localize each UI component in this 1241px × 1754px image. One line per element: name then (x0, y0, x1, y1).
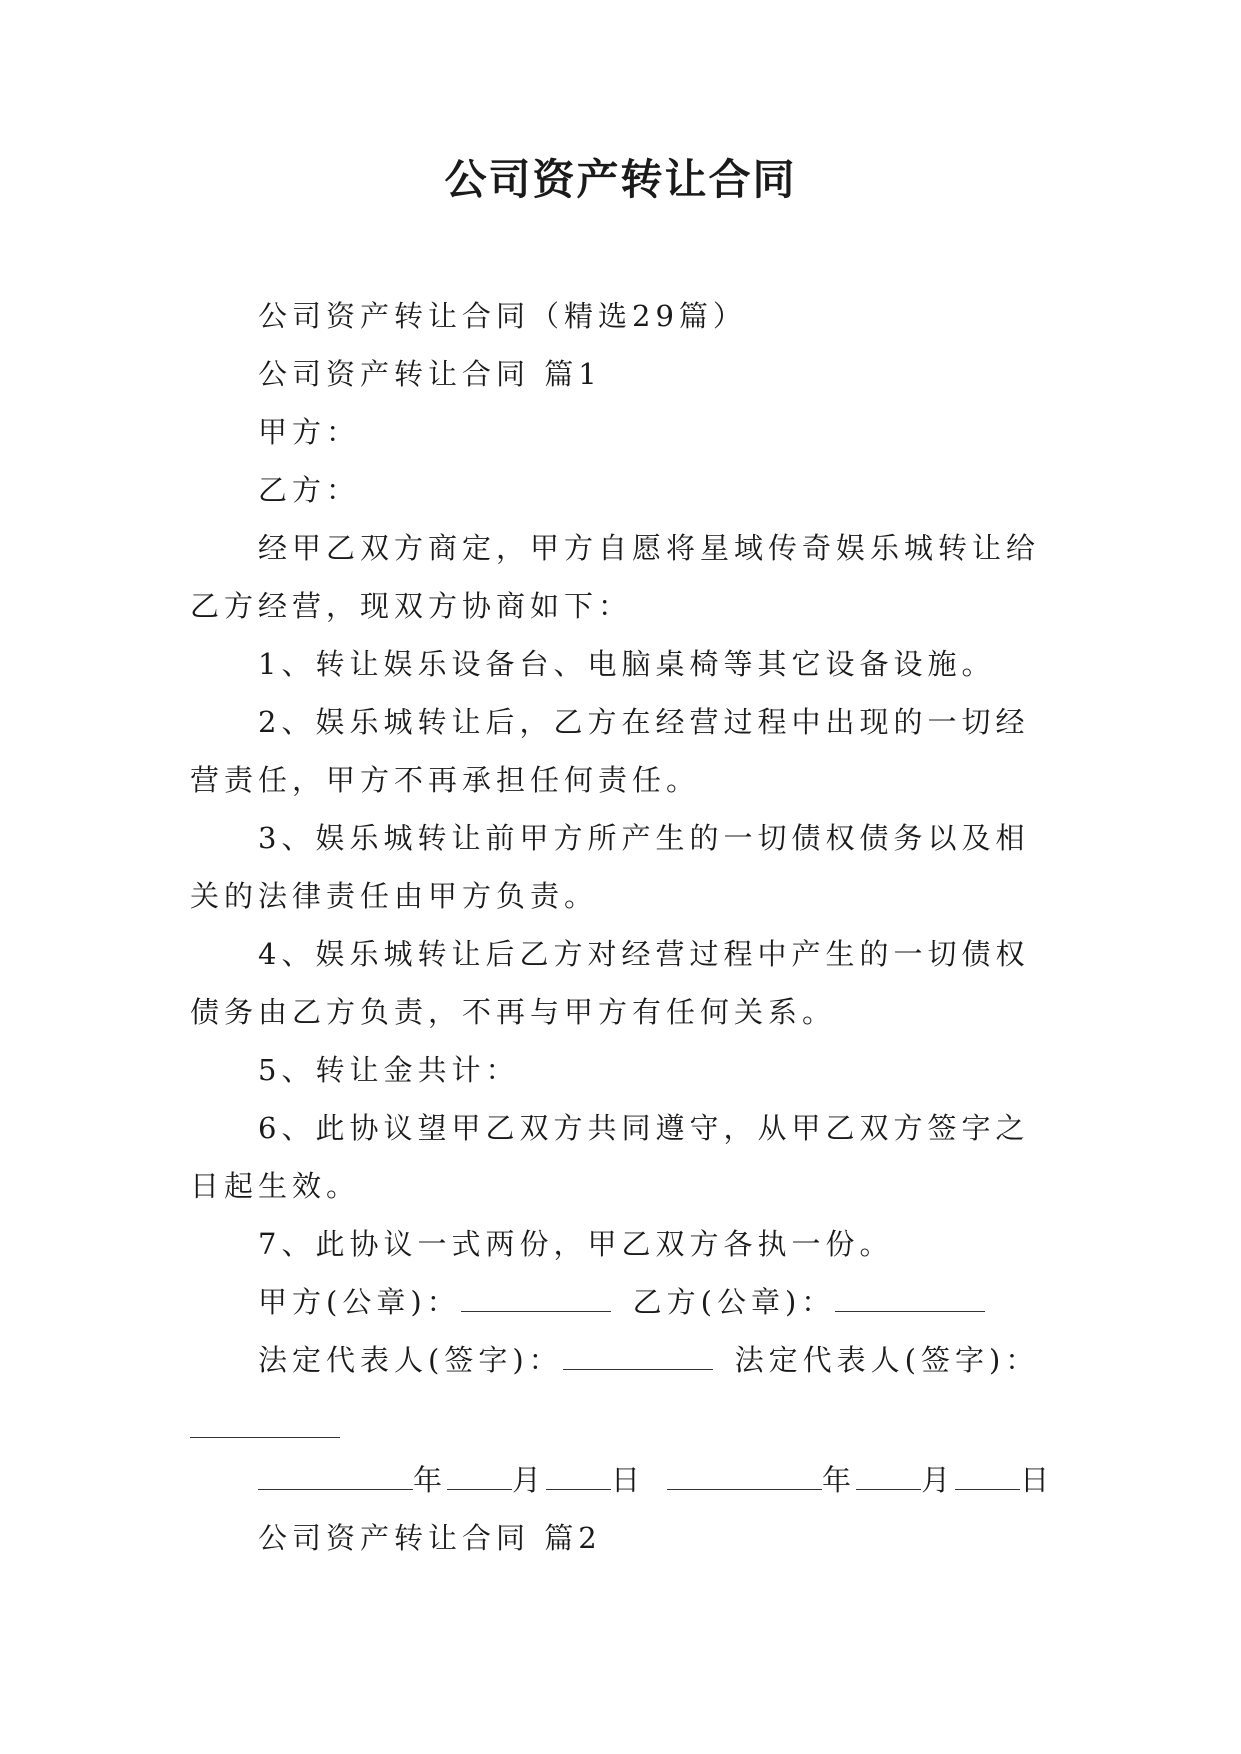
month-b-blank (856, 1467, 921, 1490)
section-heading-1: 公司资产转让合同 篇1 (258, 357, 602, 391)
rep-a-blank (563, 1347, 713, 1370)
party-a-seal-label: 甲方(公章)： (258, 1285, 461, 1319)
day-b-label: 日 (1020, 1463, 1055, 1497)
document-subtitle: 公司资产转让合同（精选29篇） (258, 299, 747, 333)
year-a-blank (258, 1467, 413, 1490)
clause-4: 4、娱乐城转让后乙方对经营过程中产生的一切债权债务由乙方负责，不再与甲方有任何关系。 (190, 937, 1030, 1029)
clause-3: 3、娱乐城转让前甲方所产生的一切债权债务以及相关的法律责任由甲方负责。 (190, 821, 1030, 913)
clause-5: 5、转让金共计： (258, 1053, 520, 1087)
clause-7: 7、此协议一式两份，甲乙双方各执一份。 (258, 1227, 894, 1261)
party-b-seal-blank (835, 1289, 985, 1312)
party-b-label: 乙方： (258, 473, 361, 507)
day-a-label: 日 (611, 1463, 646, 1497)
intro-paragraph: 经甲乙双方商定，甲方自愿将星域传奇娱乐城转让给乙方经营，现双方协商如下： (190, 531, 1041, 623)
clause-6: 6、此协议望甲乙双方共同遵守，从甲乙双方签字之日起生效。 (190, 1111, 1030, 1203)
month-b-label: 月 (921, 1463, 956, 1497)
section-heading-2: 公司资产转让合同 篇2 (258, 1521, 602, 1555)
day-b-blank (955, 1467, 1020, 1490)
month-a-blank (447, 1467, 512, 1490)
clause-1: 1、转让娱乐设备台、电脑桌椅等其它设备设施。 (258, 647, 996, 681)
document-title: 公司资产转让合同 (444, 155, 797, 204)
rep-b-label: 法定代表人(签字)： (734, 1343, 1040, 1377)
seal-row (190, 1273, 1050, 1331)
year-b-label: 年 (822, 1463, 857, 1497)
year-b-blank (667, 1467, 822, 1490)
day-a-blank (546, 1467, 611, 1490)
party-b-seal-label: 乙方(公章)： (632, 1285, 836, 1319)
rep-b-blank-wrapped (190, 1399, 1050, 1429)
party-a-seal-blank (461, 1289, 611, 1312)
month-a-label: 月 (512, 1463, 547, 1497)
date-row (190, 1451, 1055, 1509)
rep-a-label: 法定代表人(签字)： (258, 1343, 563, 1377)
representative-row (190, 1331, 1050, 1389)
document-body (190, 287, 1055, 1567)
party-a-label: 甲方： (258, 415, 361, 449)
year-a-label: 年 (413, 1463, 448, 1497)
clause-2: 2、娱乐城转让后，乙方在经营过程中出现的一切经营责任，甲方不再承担任何责任。 (190, 705, 1030, 797)
rep-b-blank (190, 1415, 340, 1438)
